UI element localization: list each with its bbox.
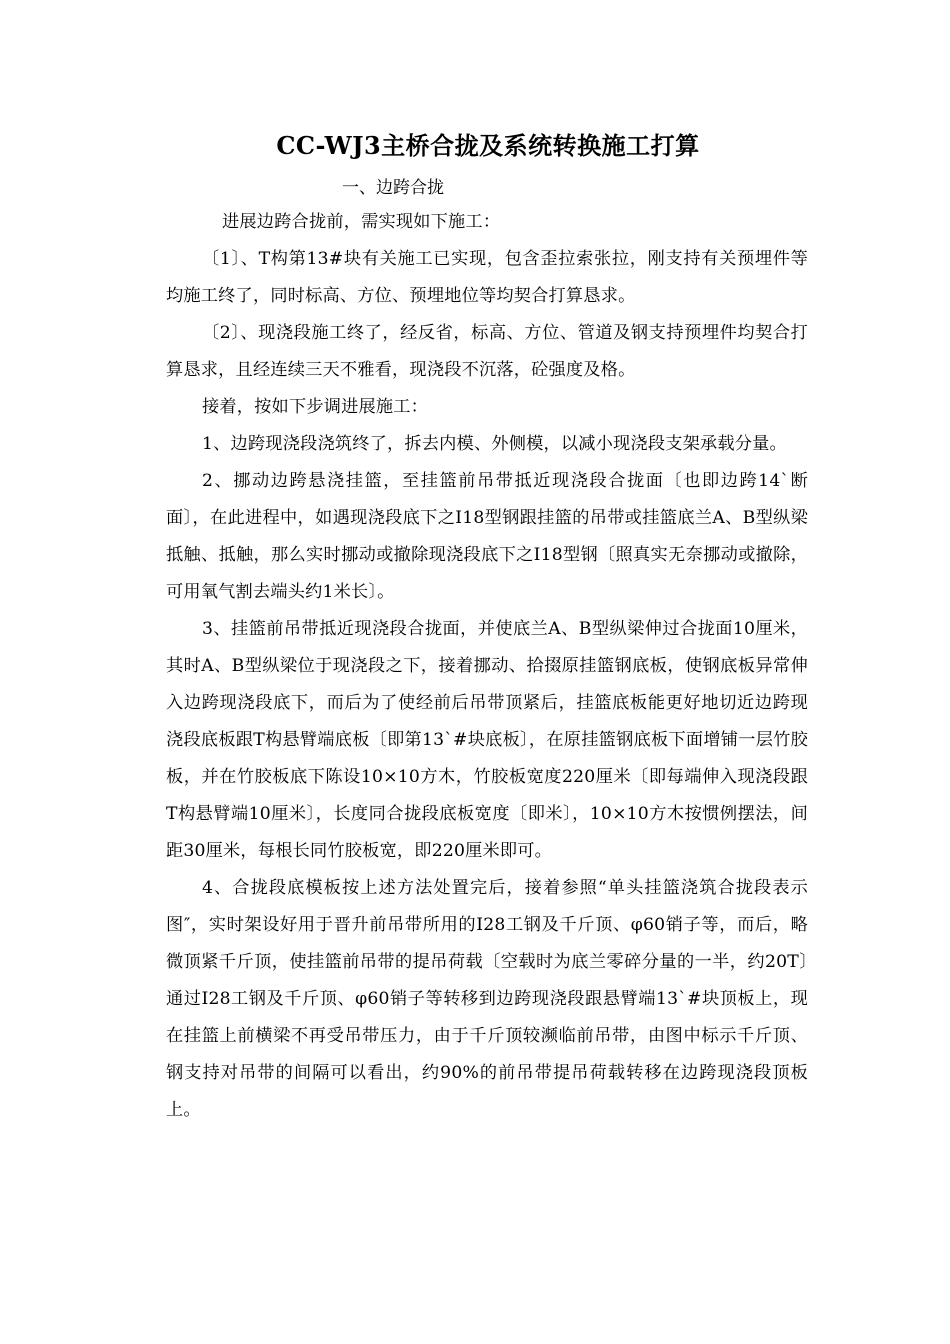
paragraph-step-1: 1、边跨现浇段浇筑终了，拆去内模、外侧模，以减小现浇段支架承载分量。 bbox=[202, 434, 787, 454]
document-title: CC-WJ3主桥合拢及系统转换施工打算 bbox=[276, 131, 700, 160]
paragraph-intro: 进展边跨合拢前，需实现如下施工： bbox=[222, 212, 501, 232]
paragraph-step-3: 3、挂篮前吊带抵近现浇段合拢面，并使底兰A、B型纵梁伸过合拢面10厘米，其时A、B型纵梁位于现浇段之下，接着挪动、拾掇原挂篮钢底板，使钢底板异常伸入边跨现浇段底下，而后为了使经前后吊带顶紧后，挂篮底板能更好地切近边跨现浇段底板跟T构悬臂端底板〔即第13`#块底板〕，在原挂篮钢底板下面增铺一层竹胶板，并在竹胶板底下陈设10×10方木，竹胶板宽度220厘米〔即每端伸入现浇段跟T构悬臂端10厘米〕，长度同合拢段底板宽度〔即米〕，10×10方木按惯例摆法，间距30厘米，每根长同竹胶板宽，即220厘米即可。 bbox=[166, 619, 808, 861]
paragraph-step-2: 2、挪动边跨悬浇挂篮，至挂篮前吊带抵近现浇段合拢面〔也即边跨14`断面〕，在此进程中，如遇现浇段底下之I18型钢跟挂篮的吊带或挂篮底兰A、B型纵梁抵触、抵触，那么实时挪动或撤除现浇段底下之I18型钢〔照真实无奈挪动或撤除，可用氧气割去端头约1米长〕。 bbox=[166, 471, 808, 602]
paragraph-condition-1: 〔1〕、T构第13#块有关施工已实现，包含歪拉索张拉，刚支持有关预埋件等均施工终了，同时标高、方位、预埋地位等均契合打算恳求。 bbox=[166, 249, 808, 306]
paragraph-steps-intro: 接着，按如下步调进展施工： bbox=[202, 397, 429, 417]
section-heading: 一、边跨合拢 bbox=[342, 178, 444, 198]
document-body bbox=[166, 204, 808, 1129]
paragraph-step-4: 4、合拢段底模板按上述方法处置完后，接着参照“单头挂篮浇筑合拢段表示图″，实时架设好用于晋升前吊带所用的I28工钢及千斤顶、φ60销子等，而后，略微顶紧千斤顶，使挂篮前吊带的提吊荷载〔空载时为底兰零碎分量的一半，约20T〕通过I28工钢及千斤顶、φ60销子等转移到边跨现浇段跟悬臂端13`#块顶板上，现在挂篮上前横梁不再受吊带压力，由于千斤顶较濒临前吊带，由图中标示千斤顶、钢支持对吊带的间隔可以看出，约90%的前吊带提吊荷载转移在边跨现浇段顶板上。 bbox=[166, 878, 808, 1120]
paragraph-condition-2: 〔2〕、现浇段施工终了，经反省，标高、方位、管道及钢支持预埋件均契合打算恳求，且经连续三天不雅看，现浇段不沉落，砼强度及格。 bbox=[166, 323, 808, 380]
